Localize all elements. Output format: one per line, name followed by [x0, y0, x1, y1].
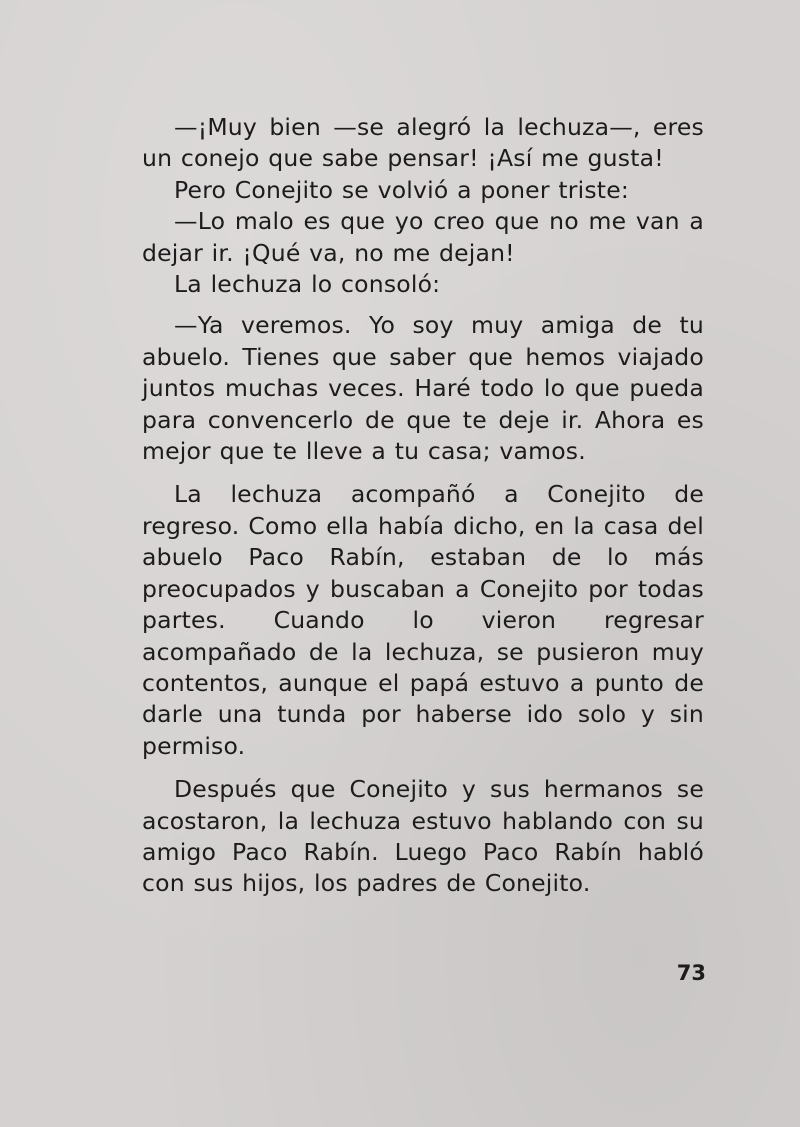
paragraph-7: Después que Conejito y sus hermanos se acostaron, la lechuza estuvo hablando con su amigo Paco Rabín. Luego Paco Rabín habló con sus hijos, los padres de Conejito.: [142, 775, 704, 898]
page-number: 73: [676, 961, 706, 985]
paragraph-3: —Lo malo es que yo creo que no me van a dejar ir. ¡Qué va, no me dejan!: [142, 207, 704, 267]
paragraph-6: La lechuza acompañó a Conejito de regreso. Como ella había dicho, en la casa del abuelo Paco Rabín, estaban de lo más preocupados y buscaban a Conejito por todas partes. Cuando lo vieron regresar acompañado de la lechuza, se pusieron muy contentos, aunque el papá estuvo a punto de darle una tunda por haberse ido solo y sin permiso.: [142, 480, 704, 760]
body-text: [142, 112, 704, 900]
paragraph-4: La lechuza lo consoló:: [174, 270, 441, 299]
paragraph-2: Pero Conejito se volvió a poner triste:: [174, 175, 629, 204]
paragraph-1: —¡Muy bien —se alegró la lechuza—, eres un conejo que sabe pensar! ¡Así me gusta!: [142, 113, 704, 173]
paragraph-5: —Ya veremos. Yo soy muy amiga de tu abuelo. Tienes que saber que hemos viajado juntos muchas veces. Haré todo lo que pueda para convencerlo de que te deje ir. Ahora es mejor que te lleve a tu casa; vamos.: [142, 311, 704, 466]
